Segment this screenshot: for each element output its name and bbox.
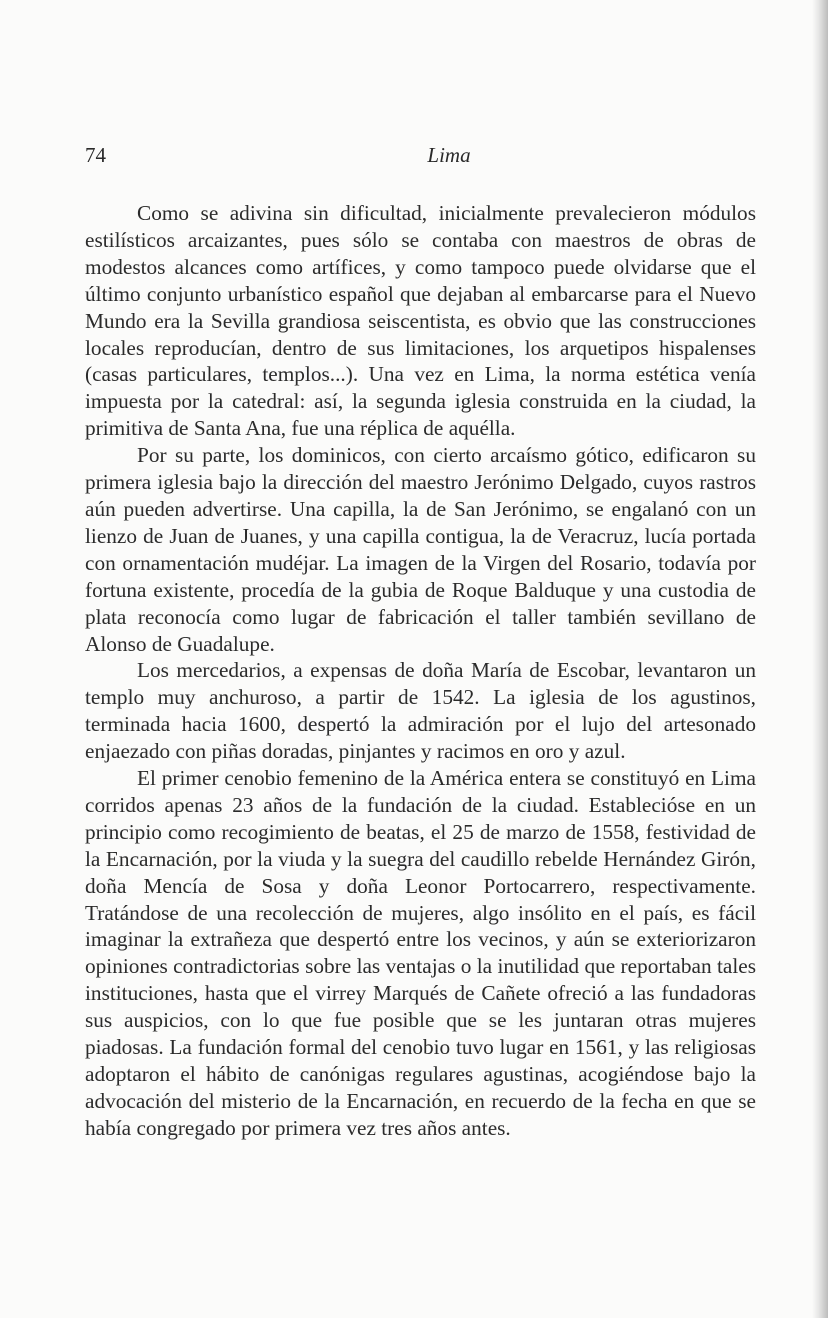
page-number: 74: [85, 143, 106, 167]
running-title: Lima: [427, 143, 471, 167]
paragraph-3: Los mercedarios, a expensas de doña María de Escobar, levantaron un templo muy anchuroso, a partir de 1542. La iglesia de los agustinos, terminada hacia 1600, despertó la admiración por el lujo del artesonado enjaezado con piñas doradas, pinjantes y racimos en oro y azul.: [85, 658, 756, 764]
paragraph-4: El primer cenobio femenino de la América entera se constituyó en Lima corridos apenas 23 años de la fundación de la ciudad. Establecióse en un principio como recogimiento de beatas, el 25 de marzo de 1558, festividad de la Encarnación, por la viuda y la suegra del caudillo rebelde Hernández Girón, doña Mencía de Sosa y doña Leonor Portocarrero, respectivamente. Tratándose de una recolección de mujeres, algo insólito en el país, es fácil imaginar la extrañeza que despertó entre los vecinos, y aún se exteriorizaron opiniones contradictorias sobre las ventajas o la inutilidad que reportaban tales instituciones, hasta que el virrey Marqués de Cañete ofreció a las fundadoras sus auspicios, con lo que fue posible que se les juntaran otras mujeres piadosas. La fundación formal del cenobio tuvo lugar en 1561, y las religiosas adoptaron el hábito de canónigas regulares agustinas, acogiéndose bajo la advocación del misterio de la Encarnación, en recuerdo de la fecha en que se había congregado por primera vez tres años antes.: [85, 766, 756, 1140]
page-edge-shadow: [812, 0, 828, 1318]
paragraph-2: Por su parte, los dominicos, con cierto arcaísmo gótico, edificaron su primera iglesia bajo la dirección del maestro Jerónimo Delgado, cuyos rastros aún pueden advertirse. Una capilla, la de San Jerónimo, se engalanó con un lienzo de Juan de Juanes, y una capilla contigua, la de Veracruz, lucía portada con ornamentación mudéjar. La imagen de la Virgen del Rosario, todavía por fortuna existente, procedía de la gubia de Roque Balduque y una custodia de plata reconocía como lugar de fabricación el taller también sevillano de Alonso de Guadalupe.: [85, 443, 756, 656]
body-text: [85, 200, 756, 1142]
paragraph-1: Como se adivina sin dificultad, inicialmente prevalecieron módulos estilísticos arcaizantes, pues sólo se contaba con maestros de obras de modestos alcances como artífices, y como tampoco puede olvidarse que el último conjunto urbanístico español que dejaban al embarcarse para el Nuevo Mundo era la Sevilla grandiosa seiscentista, es obvio que las construcciones locales reproducían, dentro de sus limitaciones, los arquetipos hispalenses (casas particulares, templos...). Una vez en Lima, la norma estética venía impuesta por la catedral: así, la segunda iglesia construida en la ciudad, la primitiva de Santa Ana, fue una réplica de aquélla.: [85, 201, 756, 441]
running-head: [85, 143, 757, 173]
